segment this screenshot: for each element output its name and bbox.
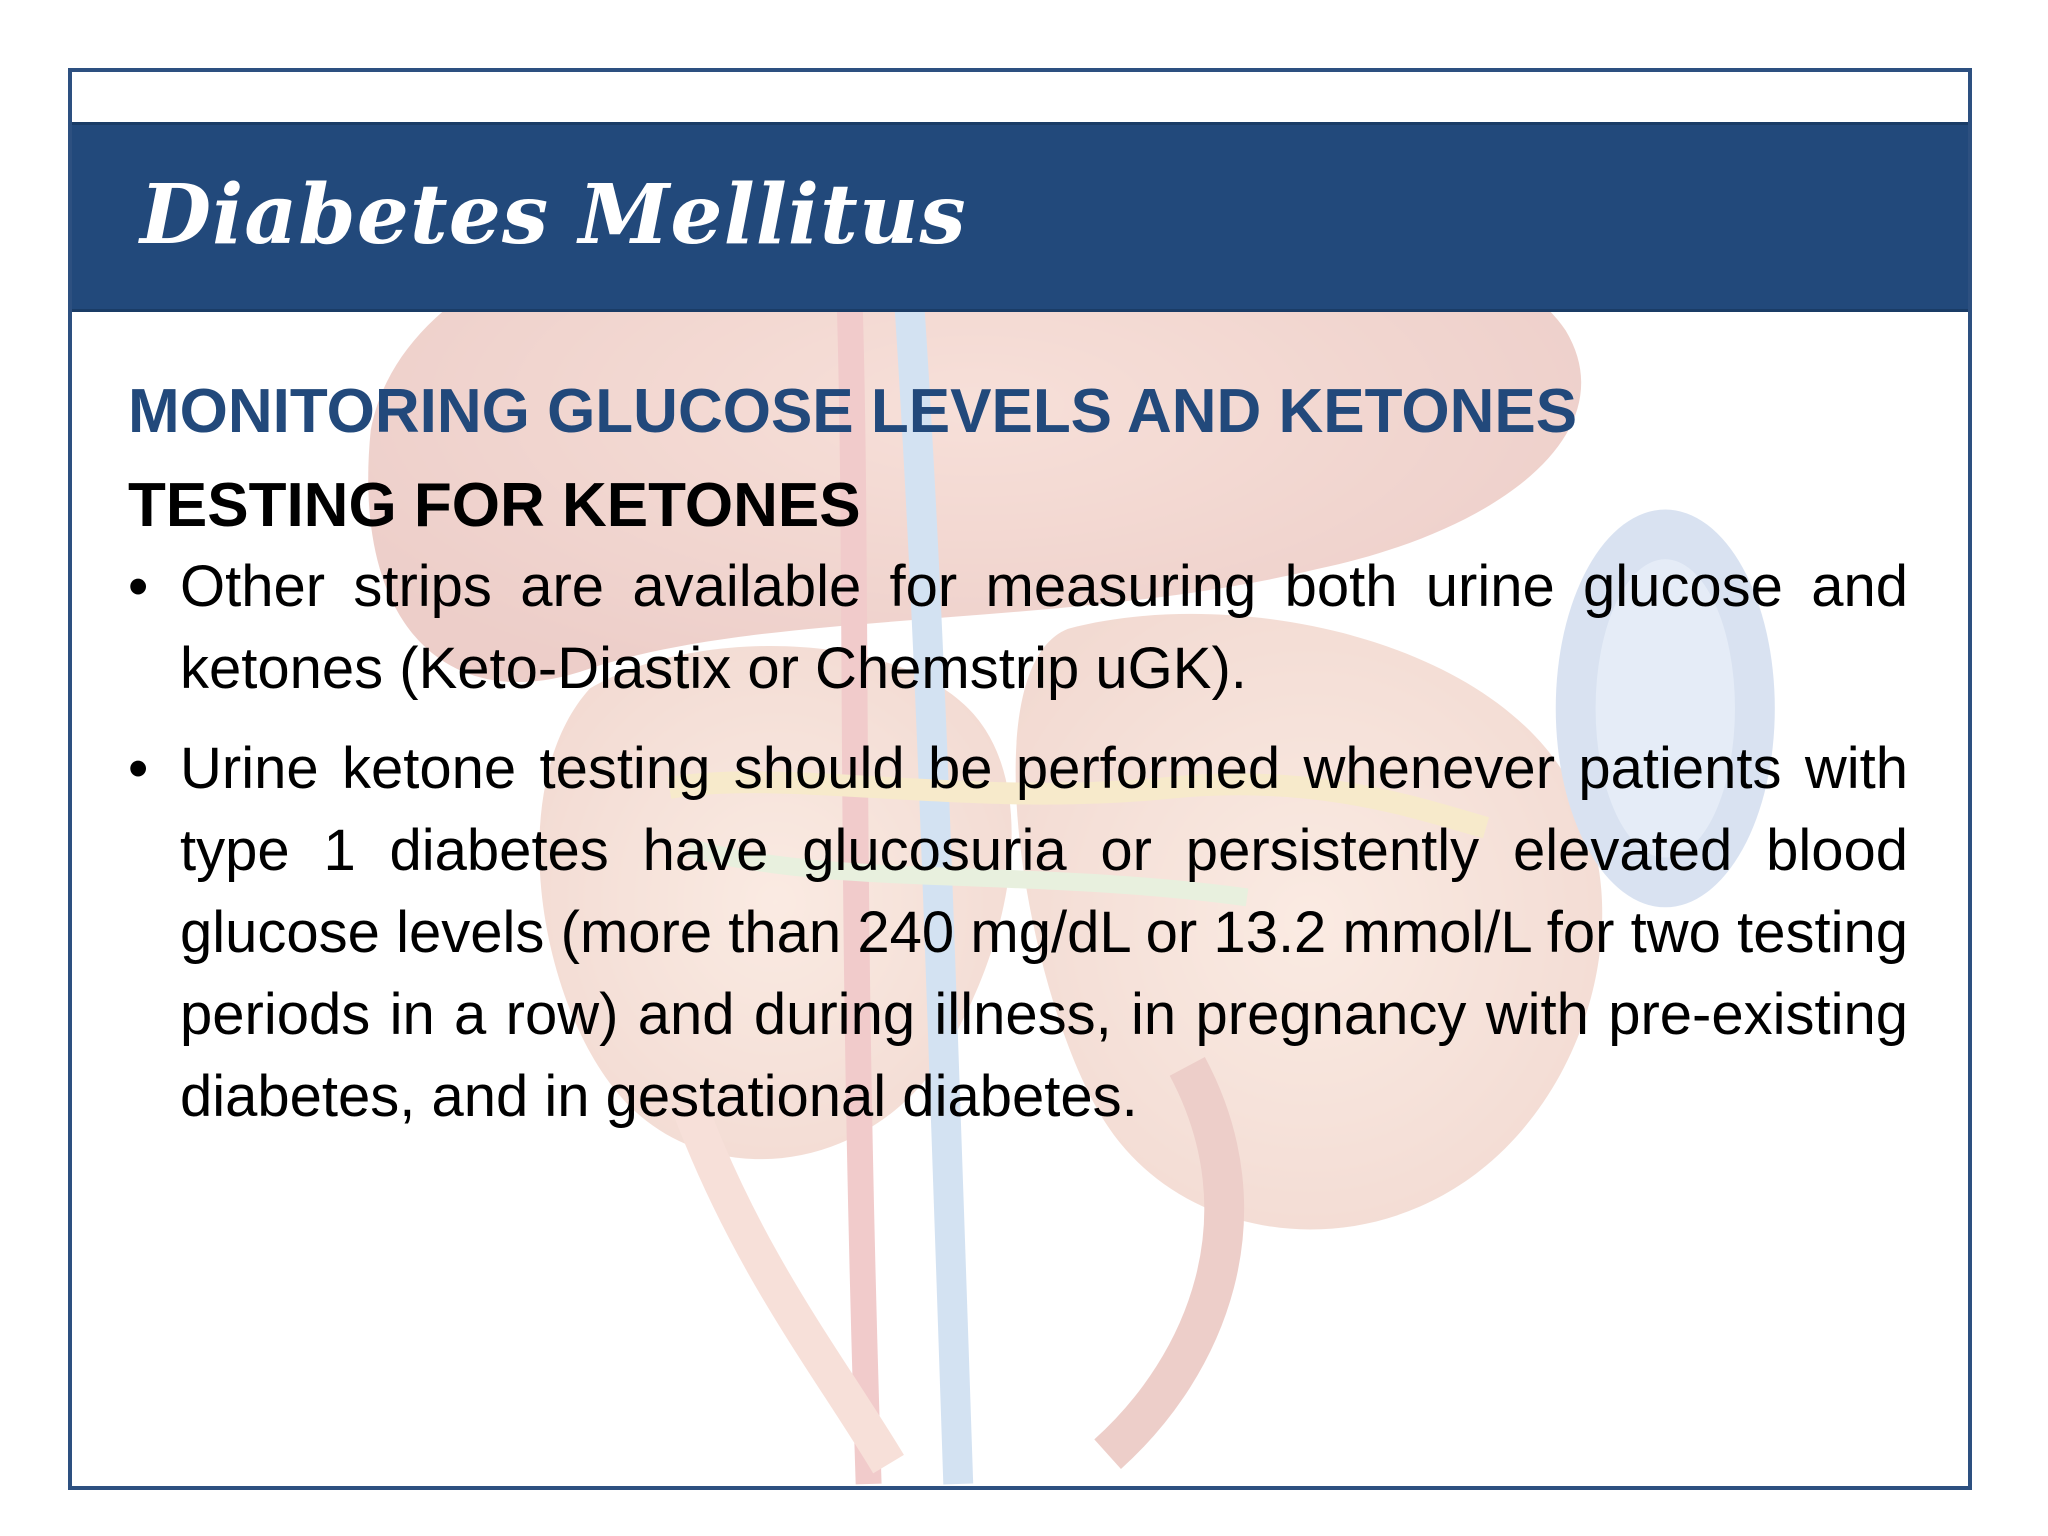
bullet-list [128, 546, 1908, 1138]
bullet-text: Other strips are available for measuring both urine glucose and ketones (Keto-Diastix or Chemstrip uGK). [180, 554, 1908, 701]
slide-frame [68, 68, 1972, 1490]
bullet-marker: • [128, 554, 149, 619]
slide-title: Diabetes Mellitus [140, 167, 967, 263]
sub-heading: TESTING FOR KETONES [128, 471, 861, 540]
title-band [72, 122, 1968, 312]
bullet-item [128, 728, 1908, 1138]
bullet-item [128, 546, 1908, 710]
bullet-marker: • [128, 736, 149, 801]
section-heading: MONITORING GLUCOSE LEVELS AND KETONES [128, 377, 1578, 446]
slide-content [128, 372, 1908, 1138]
bullet-text: Urine ketone testing should be performed whenever patients with type 1 diabetes have glucosuria or persistently elevated blood glucose levels (more than 240 mg/dL or 13.2 mmol/L for two testing periods in a row) and during illness, in pregnancy with pre-existing diabetes, and in gestational diabetes. [180, 736, 1908, 1129]
